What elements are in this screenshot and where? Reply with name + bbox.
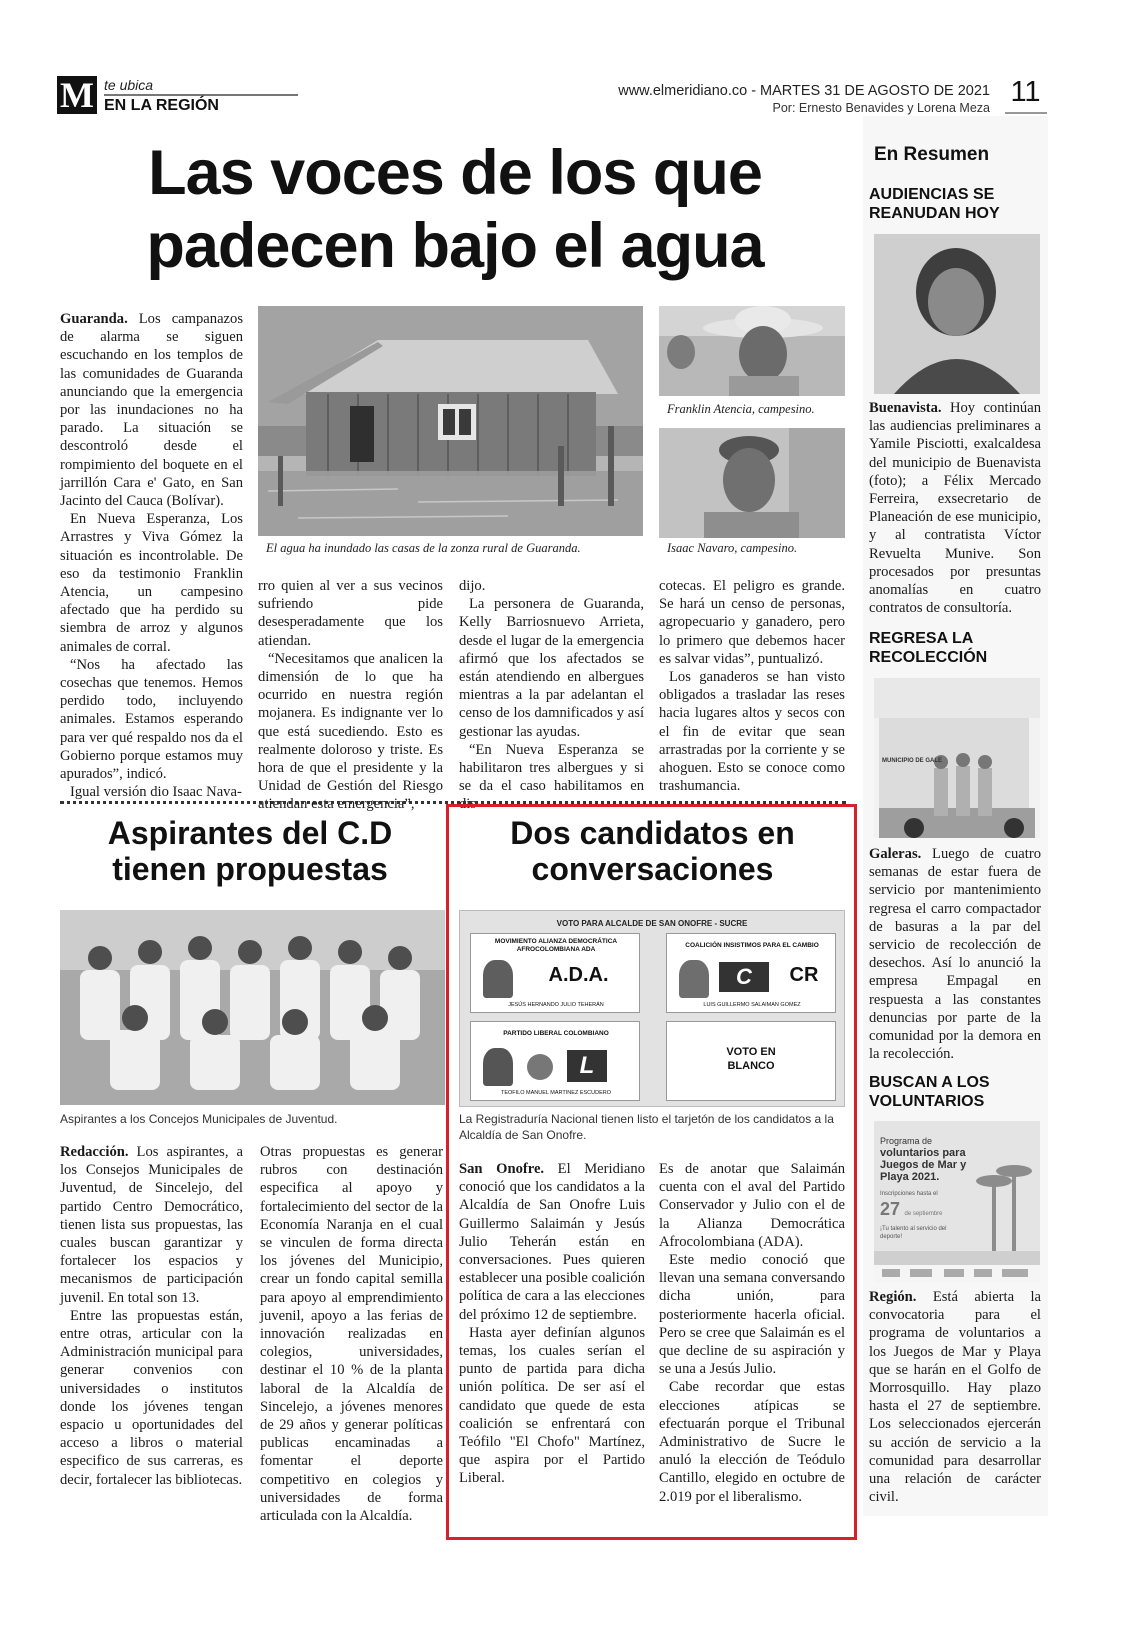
candidates-story-col2: Es de anotar que Salaimán cuenta con el aval del Partido Conservador y Julio con el de la Alianza Democrática Afrocolombiana (ADA). Este medio conoció que llevan una semana conversando dicha unión, para posteriormente hacerla oficial. Pero se cree que Salaimán es el que decline de su aspiración y se una a Jesús Julio. Cabe recordar que estas elecciones atípicas se efectuarán porque el Tribunal Administrativo de Sucre le anuló la elección de Teódulo Cantillo, elegido en octubre de 2.019 por el liberalismo. xyxy=(659,1161,845,1505)
sidebar-photo-truck xyxy=(874,678,1040,838)
sidebar-item2-text: Galeras. Luego de cuatro semanas de estar fuera de servicio por mantenimiento regresa el carro compactador de basuras a la par del servicio de recolección de desechos. Así lo anunció la empresa Empagal en respuesta a las constantes denuncias por parte de la comunidad por la demora en la recolección. xyxy=(869,846,1041,1063)
cr-logo: CR xyxy=(789,964,819,986)
ballot-box-ada: MOVIMIENTO ALIANZA DEMOCRÁTICA AFROCOLOMBIANA ADA A.D.A. JESÚS HERNANDO JULIO TEHERÁN xyxy=(470,933,640,1013)
flood-house-illustration xyxy=(258,306,643,536)
sidebar-item3-text: Región. Está abierta la convocatoria para el programa de voluntarios a los Juegos de Mar y Playa que se harán en el Golfo de Morrosquillo. Hay plazo hasta el 27 de septiembre. Los seleccionados ejercerán su acción de servicio a la comunidad para desarrollar una relación de carácter civil. xyxy=(869,1289,1041,1506)
cd-photo-caption: Aspirantes a los Concejos Municipales de Juventud. xyxy=(60,1112,338,1126)
section-name: EN LA REGIÓN xyxy=(104,97,219,114)
main-story-col3: dijo. La personera de Guaranda, Kelly Barriosnuevo Arrieta, desde el lugar de la emergencia afirmó que los afectados se están atendiendo en albergues mientras a la par adelantan el censo de los damnificados y así gestionar las ayudas. “En Nueva Esperanza se habilitaron tres albergues y si se da el caso habilitamos en dis- xyxy=(459,578,644,813)
candidate-photo-salaiman xyxy=(679,960,709,998)
main-story-col4: cotecas. El peligro es grande. Se hará un censo de personas, agropecuario y ganadero, pero lo primero que debemos hacer es salvar vidas”, puntualizó. Los ganaderos se han visto obligados a trasladar las reses hacia lugares altos y secos con el fin de evitar que sean arrastradas por la corriente y se ahoguen. Esto se conoce como trashumancia. xyxy=(659,578,845,795)
sidebar-item1-text: Buenavista. Hoy continúan las audiencias preliminares a Yamile Pisciotti, exalcaldesa del municipio de Buenavista (foto); a Félix Mercado Ferreira, exsecretario de Planeación de ese municipio, y al contratista Víctor Revuelta Munive. Son procesados por presuntas anomalías en cuatro contratos de consultoría. xyxy=(869,400,1041,617)
cd-headline: Aspirantes del C.D tienen propuestas xyxy=(107,815,393,887)
ballot-box-blank: VOTO EN BLANCO xyxy=(666,1021,836,1101)
ballot-image xyxy=(459,910,845,1107)
portrait-isaac-navaro xyxy=(659,428,845,538)
beach-illustration xyxy=(874,1121,1040,1283)
sidebar-poster-volunteers: Programa de voluntarios para Juegos de Mar y Playa 2021. Inscripciones hasta el 27 de septiembre ¡Tu talento al servicio del deporte! xyxy=(874,1121,1040,1283)
truck-label: MUNICIPIO DE GALE xyxy=(882,758,943,764)
section-logo xyxy=(57,76,97,114)
rose-icon xyxy=(527,1054,553,1080)
candidates-headline: Dos candidatos en conversaciones xyxy=(510,815,795,887)
main-headline xyxy=(60,137,850,283)
section-kicker: te ubica xyxy=(104,77,154,93)
sidebar-item3-heading: BUSCAN A LOS VOLUNTARIOS xyxy=(869,1074,990,1110)
liberal-logo: L xyxy=(567,1050,607,1082)
candidate-photo-martinez xyxy=(483,1048,513,1086)
portrait1-caption: Franklin Atencia, campesino. xyxy=(667,402,815,416)
page-number-rule xyxy=(1005,112,1047,114)
candidate-photo-julio xyxy=(483,960,513,998)
cd-story-col2: Otras propuestas es generar rubros con destinación especifica al apoyo y fortalecimiento del sector de la Economía Naranja en el cual se vinculen de forma directa los jóvenes del Municipio, crear un fondo capital semilla para apoyo al emprendimiento juvenil, apoyo a las ferias de innovación realizadas en colegios, universidades, destinar el 10 % de la planta laboral de la Alcaldía de Sincelejo, a jóvenes menores de 29 años y generar políticas publicas encaminadas a fomentar el deporte competitivo en colegios y universidades de forma articulada con la Alcaldía. xyxy=(260,1144,443,1525)
sidebar-item2-heading: REGRESA LA RECOLECCIÓN xyxy=(869,630,988,666)
main-story-col2: rro quien al ver a sus vecinos sufriendo pide desesperadamente que los atiendan. “Necesitamos que analicen la dimensión de lo que ha ocurrido en nuestra región mojanera. Es indignante ver lo que está sucediendo. Esto es realmente doloroso y triste. Es hora de que el presidente y la Unidad de Gestión del Riesgo atiendan esta emergencia”, xyxy=(258,578,443,813)
ballot-title: VOTO PARA ALCALDE DE SAN ONOFRE - SUCRE xyxy=(556,919,748,928)
main-headline-line1: Las voces de los que xyxy=(148,138,762,208)
main-story-col1: Guaranda. Los campanazos de alarma se siguen escuchando en los templos de las comunidades de Guaranda anunciando que la emergencia por las inundaciones no ha parado. La situación se descontroló desde el rompimiento del boquete en el jarrillón Cara e' Gato, en San Jacinto del Cauca (Bolívar). En Nueva Esperanza, Los Arrastres y Viva Gómez la situación es incontrolable. De eso da testimonio Franklin Atencia, un campesino afectado que ha perdido su siembra de arroz y algunos animales de corral. “Nos ha afectado las cosechas que tenemos. Hemos perdido todo, incluyendo animales. Estamos esperando para ver qué respaldo nos da el Gobierno porque estamos muy apurados”, indicó. Igual versión dio Isaac Nava- xyxy=(60,311,243,801)
ada-logo: A.D.A. xyxy=(548,964,609,986)
ballot-caption: La Registraduría Nacional tienen listo el tarjetón de los candidatos a la Alcaldía de San Onofre. xyxy=(459,1112,834,1142)
main-story-lead: Guaranda. xyxy=(60,311,128,327)
byline: Por: Ernesto Benavides y Lorena Meza xyxy=(772,101,990,115)
logo-letter: M xyxy=(60,75,94,115)
portrait2-caption: Isaac Navaro, campesino. xyxy=(667,541,798,555)
ballot-box-coalicion: COALICIÓN INSISTIMOS PARA EL CAMBIO C CR LUIS GUILLERMO SALAIMAN GOMEZ xyxy=(666,933,836,1013)
main-headline-line2: padecen bajo el agua xyxy=(146,211,764,281)
flood-photo-caption: El agua ha inundado las casas de la zonza rural de Guaranda. xyxy=(266,541,581,555)
dateline: www.elmeridiano.co - MARTES 31 DE AGOSTO DE 2021 xyxy=(618,83,990,99)
flood-photo xyxy=(258,306,643,536)
page-number: 11 xyxy=(1010,76,1041,108)
conservative-logo: C xyxy=(719,962,769,992)
sidebar-item1-heading: AUDIENCIAS SE REANUDAN HOY xyxy=(869,186,1000,222)
portrait-franklin-atencia xyxy=(659,306,845,396)
cd-group-photo xyxy=(60,910,445,1105)
ballot-box-liberal: PARTIDO LIBERAL COLOMBIANO L TEOFILO MANUEL MARTINEZ ESCUDERO xyxy=(470,1021,640,1101)
cd-story-col1: Redacción. Los aspirantes, a los Consejos Municipales de Juventud, de Sincelejo, del partido Centro Democrático, tienen lista sus propuestas, las cuales buscan garantizar y fortalecer los espacios y mecanismos de participación juvenil. En total son 13. Entre las propuestas están, entre otras, articular con la Administración municipal para generar convenios con universidades o institutos donde los jóvenes tengan espacio u oportunidades del acceso a libros o material especifico de sus carreras, es decir, fortalecer las bibliotecas. xyxy=(60,1144,243,1488)
candidates-story-col1: San Onofre. El Meridiano conoció que los candidatos a la Alcaldía de San Onofre Luis Guillermo Salaimán y Jesús Julio Teherán están en conversaciones. Pues quieren establecer una posible coalición política de cara a las elecciones del próximo 12 de septiembre. Hasta ayer definían algunos temas, los cuales serían el punto de partida para dicha unión política. De ser así el candidato que quede de esta coalición se enfrentará con Teófilo "El Chofo" Martínez, que aspira por el Partido Liberal. xyxy=(459,1161,645,1487)
sidebar-photo-pisciotti xyxy=(874,234,1040,394)
kicker-rule xyxy=(104,94,298,96)
sidebar-title: En Resumen xyxy=(874,144,990,165)
